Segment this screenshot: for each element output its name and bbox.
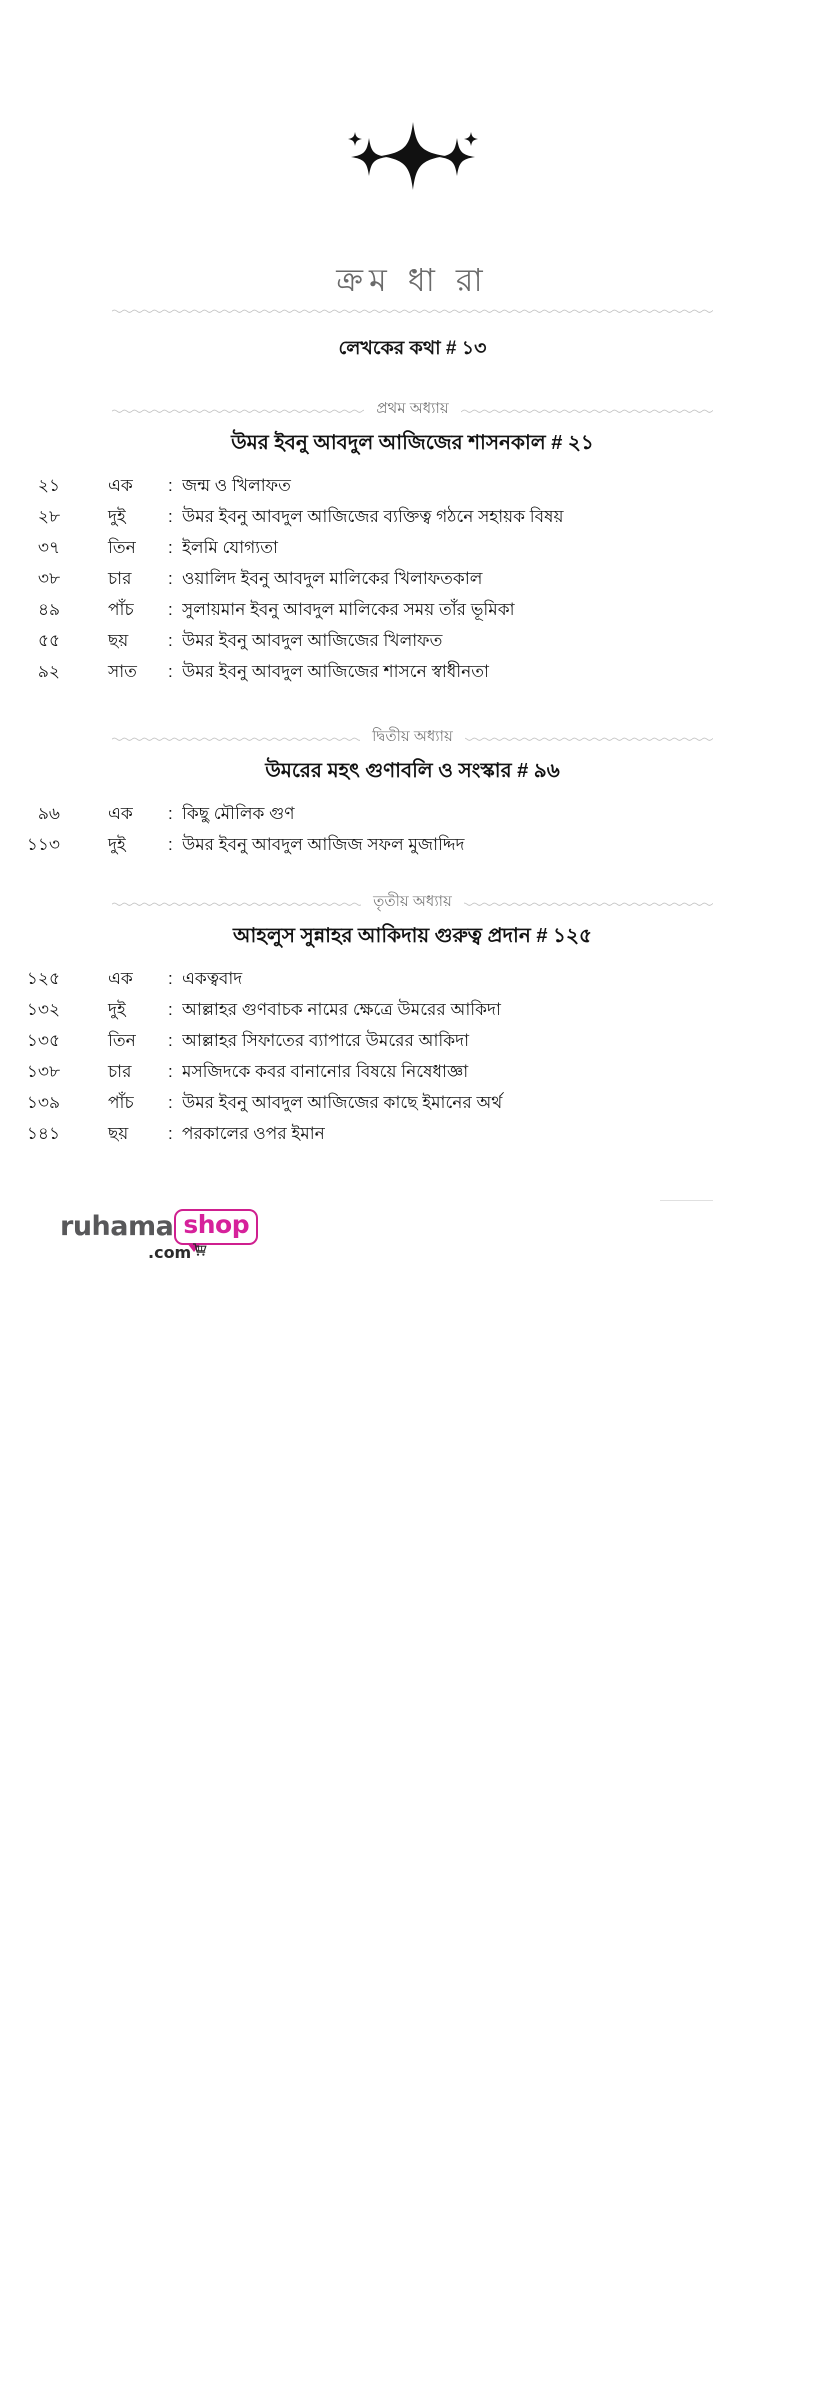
toc-entry[interactable]: [0, 829, 825, 860]
entry-list: [0, 470, 825, 687]
toc-entry[interactable]: [0, 1118, 825, 1149]
page-title: ক্রম ধা রা: [336, 262, 489, 298]
entry-page-number: ১২৫: [26, 969, 60, 988]
chapter-title: আহলুস সুন্নাহর আকিদায় গুরুত্ব প্রদান # ১২৫: [233, 925, 592, 947]
entry-separator: :: [168, 1062, 173, 1081]
entry-separator: :: [168, 804, 173, 823]
entry-separator: :: [168, 1093, 173, 1112]
entry-ordinal: পাঁচ: [108, 1093, 134, 1112]
entry-ordinal: দুই: [108, 1000, 126, 1019]
entry-separator: :: [168, 507, 173, 526]
ruhamashop-watermark-logo[interactable]: [60, 1210, 250, 1270]
chapter-title: উমর ইবনু আবদুল আজিজের শাসনকাল # ২১: [231, 432, 594, 454]
entry-label: উমর ইবনু আবদুল আজিজের খিলাফত: [182, 631, 443, 650]
chapter-label-text: দ্বিতীয় অধ্যায়: [360, 728, 465, 745]
toc-entry[interactable]: [0, 594, 825, 625]
entry-list: [0, 798, 825, 860]
chapter-section: [0, 726, 825, 860]
chapter-title: উমরের মহৎ গুণাবলি ও সংস্কার # ৯৬: [265, 760, 560, 782]
logo-bubble-shape: [174, 1209, 258, 1245]
shopping-cart-icon: [192, 1242, 207, 1262]
entry-ordinal: দুই: [108, 835, 126, 854]
entry-page-number: ১৩৯: [26, 1093, 60, 1112]
entry-label: উমর ইবনু আবদুল আজিজের শাসনে স্বাধীনতা: [182, 662, 489, 681]
entry-separator: :: [168, 476, 173, 495]
entry-page-number: ১৩৮: [26, 1062, 60, 1081]
chapter-label: [0, 398, 825, 420]
entry-page-number: ২১: [37, 476, 60, 495]
entry-page-number: ৩৮: [37, 569, 60, 588]
entry-page-number: ১৩৫: [26, 1031, 60, 1050]
entry-separator: :: [168, 662, 173, 681]
entry-label: কিছু মৌলিক গুণ: [182, 804, 295, 823]
toc-entry[interactable]: [0, 1025, 825, 1056]
toc-entry[interactable]: [0, 798, 825, 829]
logo-wordmark: [60, 1210, 250, 1242]
entry-ordinal: চার: [108, 1062, 132, 1081]
chapter-label-text: প্রথম অধ্যায়: [364, 400, 460, 417]
entry-page-number: ১১৩: [26, 835, 60, 854]
entry-label: একত্ববাদ: [182, 969, 243, 988]
chapter-divider: [0, 398, 825, 420]
toc-entry[interactable]: [0, 994, 825, 1025]
entry-ordinal: তিন: [108, 538, 136, 557]
entry-label: মসজিদকে কবর বানানোর বিষয়ে নিষেধাজ্ঞা: [182, 1062, 469, 1081]
logo-domain-row: [148, 1242, 207, 1262]
chapter-section: [0, 891, 825, 1149]
title-divider: [112, 308, 713, 314]
entry-label: ওয়ালিদ ইবনু আবদুল মালিকের খিলাফতকাল: [182, 569, 483, 588]
entry-ordinal: পাঁচ: [108, 600, 134, 619]
entry-page-number: ১৩২: [26, 1000, 60, 1019]
entry-separator: :: [168, 538, 173, 557]
entry-separator: :: [168, 569, 173, 588]
entry-label: ইলমি যোগ্যতা: [182, 538, 278, 557]
entry-ordinal: ছয়: [108, 631, 129, 650]
entry-ordinal: এক: [108, 804, 133, 823]
entry-separator: :: [168, 600, 173, 619]
entry-separator: :: [168, 969, 173, 988]
entry-page-number: ৯৬: [37, 804, 60, 823]
entry-ordinal: সাত: [108, 662, 137, 681]
toc-entry[interactable]: [0, 656, 825, 687]
entry-separator: :: [168, 631, 173, 650]
entry-label: উমর ইবনু আবদুল আজিজের ব্যক্তিত্ব গঠনে সহায়ক বিষয়: [182, 507, 564, 526]
entry-ordinal: এক: [108, 476, 133, 495]
entry-ordinal: ছয়: [108, 1124, 129, 1143]
toc-entry[interactable]: [0, 563, 825, 594]
chapter-label: [0, 891, 825, 913]
entry-label: উমর ইবনু আবদুল আজিজের কাছে ইমানের অর্থ: [182, 1093, 503, 1112]
entry-label: সুলায়মান ইবনু আবদুল মালিকের সময় তাঁর ভূমিকা: [182, 600, 515, 619]
entry-page-number: ২৮: [37, 507, 60, 526]
entry-list: [0, 963, 825, 1149]
entry-separator: :: [168, 1031, 173, 1050]
entry-page-number: ৩৭: [37, 538, 60, 557]
chapter-divider: [0, 891, 825, 913]
chapter-divider: [0, 726, 825, 748]
author-note-entry: লেখকের কথা # ১৩: [338, 338, 487, 359]
entry-ordinal: তিন: [108, 1031, 136, 1050]
entry-label: পরকালের ওপর ইমান: [182, 1124, 325, 1143]
chapter-label-text: তৃতীয় অধ্যায়: [361, 893, 464, 910]
entry-label: উমর ইবনু আবদুল আজিজ সফল মুজাদ্দিদ: [182, 835, 465, 854]
entry-label: জন্ম ও খিলাফত: [182, 476, 291, 495]
entry-separator: :: [168, 1124, 173, 1143]
logo-primary-text: ruhama: [60, 1211, 174, 1242]
toc-entry[interactable]: [0, 501, 825, 532]
chapter-label: [0, 726, 825, 748]
entry-label: আল্লাহর সিফাতের ব্যাপারে উমরের আকিদা: [182, 1031, 470, 1050]
entry-page-number: ১৪১: [26, 1124, 60, 1143]
entry-ordinal: এক: [108, 969, 133, 988]
entry-label: আল্লাহর গুণবাচক নামের ক্ষেত্রে উমরের আকিদা: [182, 1000, 501, 1019]
toc-entry[interactable]: [0, 1056, 825, 1087]
sparkle-divider-icon: [0, 108, 825, 203]
toc-entry[interactable]: [0, 1087, 825, 1118]
toc-entry[interactable]: [0, 532, 825, 563]
entry-page-number: ৯২: [37, 662, 60, 681]
entry-page-number: ৫৫: [37, 631, 60, 650]
entry-ordinal: চার: [108, 569, 132, 588]
entry-page-number: ৪৯: [37, 600, 60, 619]
footer-rule: [660, 1200, 713, 1201]
entry-separator: :: [168, 835, 173, 854]
logo-domain-text: .com: [148, 1243, 192, 1262]
toc-entry[interactable]: [0, 470, 825, 501]
logo-secondary-text: shop: [183, 1210, 250, 1239]
entry-separator: :: [168, 1000, 173, 1019]
entry-ordinal: দুই: [108, 507, 126, 526]
toc-entry[interactable]: [0, 963, 825, 994]
toc-entry[interactable]: [0, 625, 825, 656]
chapter-section: [0, 398, 825, 687]
